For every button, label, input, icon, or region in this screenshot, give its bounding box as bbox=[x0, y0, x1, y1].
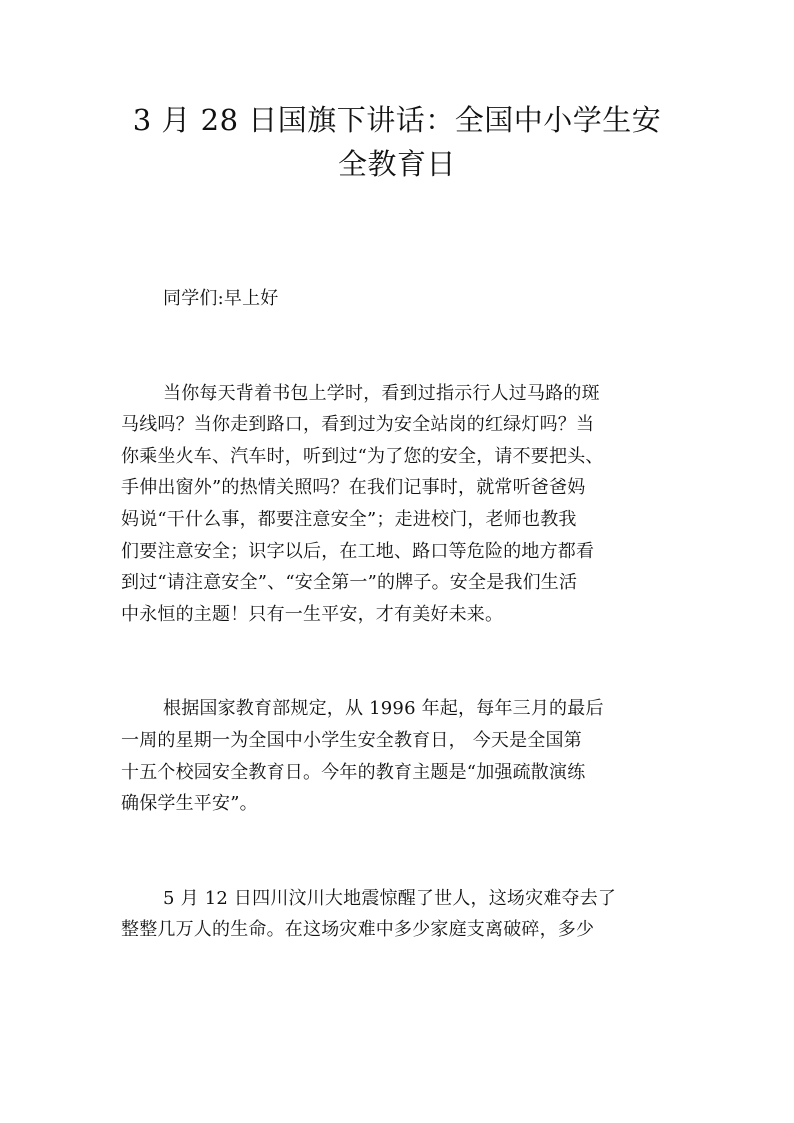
education-day-paragraph bbox=[121, 693, 674, 819]
paragraph-line: 整整几万人的生命。在这场灾难中多少家庭支离破碎，多少 bbox=[121, 919, 595, 941]
earthquake-paragraph bbox=[121, 883, 674, 946]
greeting-paragraph bbox=[121, 283, 674, 315]
paragraph-line: 妈说“干什么事，都要注意安全”；走进校门，老师也教我 bbox=[121, 508, 577, 530]
paragraph-line: 们要注意安全；识字以后，在工地、路口等危险的地方都看 bbox=[121, 540, 595, 562]
title-line: 3 月 28 日国旗下讲话：全国中小学生安 bbox=[132, 103, 662, 137]
document-body bbox=[121, 283, 674, 946]
paragraph-line: 5 月 12 日四川汶川大地震惊醒了世人，这场灾难夺去了 bbox=[163, 887, 617, 909]
paragraph-line: 根据国家教育部规定，从 1996 年起，每年三月的最后 bbox=[163, 698, 604, 720]
paragraph-line: 同学们:早上好 bbox=[163, 288, 279, 309]
paragraph-line: 确保学生平安”。 bbox=[121, 793, 258, 815]
paragraph-line: 中永恒的主题！只有一生平安，才有美好未来。 bbox=[121, 603, 504, 625]
title-line: 全教育日 bbox=[337, 147, 456, 181]
safety-paragraph bbox=[121, 378, 674, 631]
paragraph-line: 到过“请注意安全”、“安全第一”的牌子。安全是我们生活 bbox=[121, 572, 578, 594]
document-title bbox=[60, 98, 734, 186]
paragraph-line: 一周的星期一为全国中小学生安全教育日， 今天是全国第 bbox=[121, 729, 582, 751]
paragraph-gap bbox=[121, 630, 674, 693]
paragraph-line: 马线吗？当你走到路口，看到过为安全站岗的红绿灯吗？当 bbox=[121, 414, 595, 436]
paragraph-line: 当你每天背着书包上学时，看到过指示行人过马路的斑 bbox=[163, 382, 600, 404]
paragraph-line: 你乘坐火车、汽车时，听到过“为了您的安全，请不要把头、 bbox=[121, 445, 604, 467]
paragraph-line: 手伸出窗外”的热情关照吗？在我们记事时，就常听爸爸妈 bbox=[121, 477, 586, 499]
paragraph-gap bbox=[121, 820, 674, 883]
paragraph-gap bbox=[121, 315, 674, 378]
paragraph-line: 十五个校园安全教育日。今年的教育主题是“加强疏散演练 bbox=[121, 761, 586, 783]
